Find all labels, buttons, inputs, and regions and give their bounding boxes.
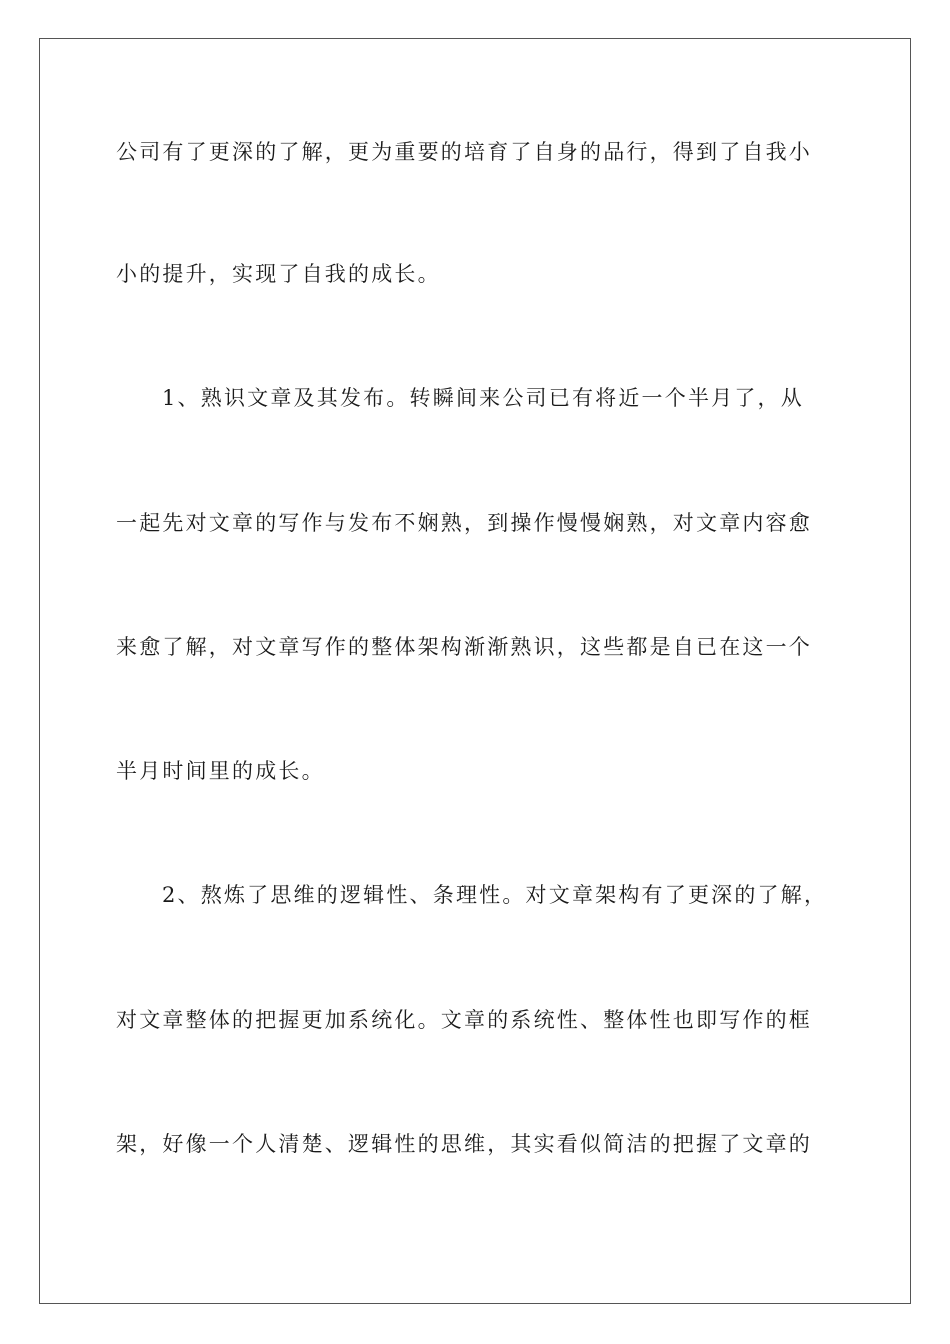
paragraph-line-4: 一起先对文章的写作与发布不娴熟，到操作慢慢娴熟，对文章内容愈 — [116, 511, 812, 535]
paragraph-line-8: 对文章整体的把握更加系统化。文章的系统性、整体性也即写作的框 — [116, 1008, 812, 1032]
paragraph-line-1: 公司有了更深的了解，更为重要的培育了自身的品行，得到了自我小 — [116, 140, 812, 164]
paragraph-line-9: 架，好像一个人清楚、逻辑性的思维，其实看似简洁的把握了文章的 — [116, 1132, 812, 1156]
paragraph-line-2: 小的提升，实现了自我的成长。 — [116, 262, 441, 286]
paragraph-line-7: 2、熬炼了思维的逻辑性、条理性。对文章架构有了更深的了解， — [162, 883, 828, 907]
page-frame — [39, 38, 911, 1304]
paragraph-line-3: 1、熟识文章及其发布。转瞬间来公司已有将近一个半月了，从 — [162, 386, 804, 410]
paragraph-line-5: 来愈了解，对文章写作的整体架构渐渐熟识，这些都是自已在这一个 — [116, 635, 812, 659]
paragraph-line-6: 半月时间里的成长。 — [116, 759, 325, 783]
